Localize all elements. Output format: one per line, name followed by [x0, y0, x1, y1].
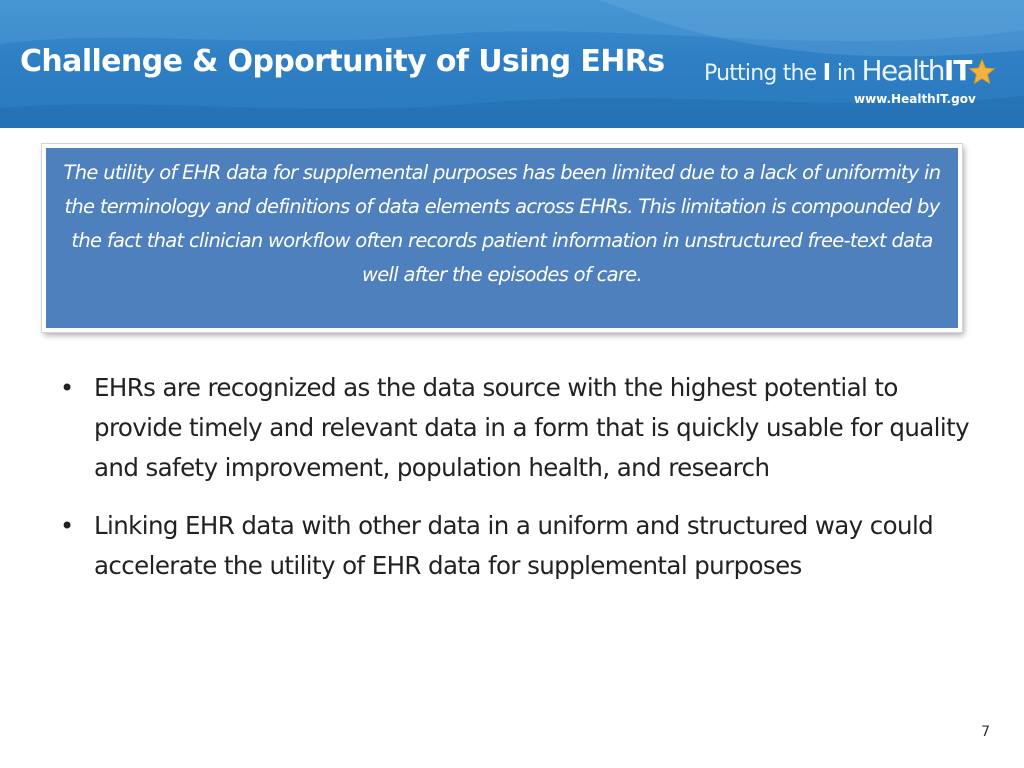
bullet-text: EHRs are recognized as the data source with the highest potential to provide timely and relevant data in a form that is quickly usable for quality and safety improvement, population health, and research [94, 373, 970, 482]
bullet-list [56, 368, 976, 604]
bullet-item [56, 368, 976, 488]
logo-text-i: I [822, 60, 831, 86]
callout-box [42, 144, 962, 332]
page-number: 7 [981, 724, 990, 740]
healthit-logo [704, 52, 1004, 112]
callout-text: The utility of EHR data for supplemental purposes has been limited due to a lack of uniformity in the terminology and definitions of data elements across EHRs. This limitation is compounded by the fact that clinician workflow often records patient information in unstructured free-text data well after the episodes of care. [63, 161, 941, 286]
bullet-text: Linking EHR data with other data in a uniform and structured way could accelerate the utility of EHR data for supplemental purposes [94, 511, 934, 580]
bullet-item [56, 506, 976, 586]
logo-wordmark [704, 54, 971, 87]
star-icon [968, 58, 996, 86]
logo-text-health: Health [861, 54, 944, 87]
logo-url: www.HealthIT.gov [854, 92, 976, 106]
logo-text-putting: Putting the [704, 61, 823, 86]
header-banner [0, 0, 1024, 128]
slide-title: Challenge & Opportunity of Using EHRs [20, 44, 665, 79]
logo-text-it: IT [943, 54, 972, 87]
bullet-marker: • [60, 374, 74, 402]
bullet-marker: • [60, 512, 74, 540]
logo-text-in: in [830, 61, 862, 86]
